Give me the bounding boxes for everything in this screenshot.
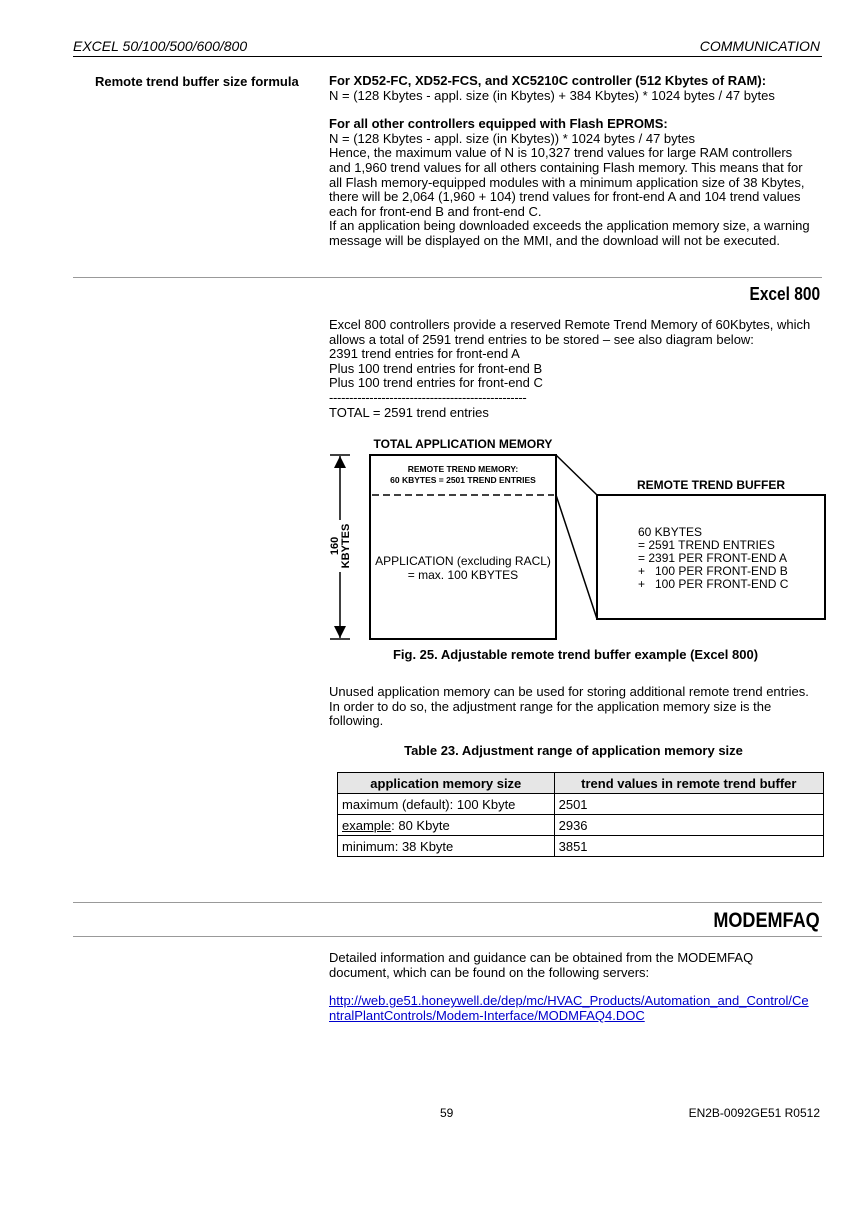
flash-heading: For all other controllers equipped with Flash EPROMS: [329, 116, 668, 132]
table-caption: Table 23. Adjustment range of application memory size [404, 743, 743, 758]
modemfaq-line: Detailed information and guidance can be obtained from the MODEMFAQ [329, 950, 754, 965]
unused-line: following. [329, 713, 384, 729]
dimension-label-160: 160 [329, 536, 341, 556]
flash-line: message will be displayed on the MMI, and the download will not be executed. [329, 232, 780, 248]
table-cell: 3851 [554, 836, 823, 857]
excel800-line: Plus 100 trend entries for front-end B [329, 360, 543, 376]
table-cell: minimum: 38 Kbyte [338, 836, 555, 857]
buffer-line: + 100 PER FRONT-END C [638, 577, 789, 591]
memory-diagram [0, 430, 868, 650]
unused-paragraph [329, 685, 824, 729]
modemfaq-link[interactable]: http://web.ge51.honeywell.de/dep/mc/HVAC_Products/Automation_and_Control/Ce [329, 993, 809, 1009]
ram-formula: N = (128 Kbytes - appl. size (in Kbytes) + 384 Kbytes) * 1024 bytes / 47 bytes [329, 87, 775, 103]
remote-memory-label-1: REMOTE TREND MEMORY: [407, 464, 519, 474]
buffer-line: 60 KBYTES [638, 525, 703, 539]
total-memory-label: TOTAL APPLICATION MEMORY [373, 437, 553, 451]
unused-line: Unused application memory can be used for storing additional remote trend entries. [329, 684, 809, 699]
formula-side-label: Remote trend buffer size formula [95, 74, 299, 89]
table-row [338, 794, 824, 815]
formula-text [329, 74, 824, 249]
flash-line: all Flash memory-equipped modules with a minimum application size of 38 Kbytes, [329, 174, 805, 190]
application-label-1: APPLICATION (excluding RACL) [375, 554, 551, 568]
buffer-line: + 100 PER FRONT-END B [638, 564, 788, 578]
excel800-line: Excel 800 controllers provide a reserved Remote Trend Memory of 60Kbytes, which [329, 317, 811, 332]
flash-line: and 1,960 trend values for all others containing Flash memory. This means that for [329, 159, 803, 175]
flash-line: there will be 2,064 (1,960 + 104) trend values for front-end A and 104 trend values [329, 189, 801, 205]
excel800-line: Plus 100 trend entries for front-end C [329, 375, 543, 391]
modemfaq-line: document, which can be found on the following servers: [329, 964, 650, 980]
table-header-row [338, 773, 824, 794]
dimension-arrow-down [334, 626, 346, 638]
remote-memory-label-2: 60 KBYTES = 2501 TREND ENTRIES [390, 475, 536, 485]
table-header: trend values in remote trend buffer [554, 773, 823, 794]
excel800-line: allows a total of 2591 trend entries to be stored – see also diagram below: [329, 331, 754, 347]
excel800-line: ------------------------------------------------- [329, 389, 527, 405]
table-cell: 2936 [554, 815, 823, 836]
ram-heading: For XD52-FC, XD52-FCS, and XC5210C controller (512 Kbytes of RAM): [329, 73, 767, 88]
flash-line: N = (128 Kbytes - appl. size (in Kbytes)) * 1024 bytes / 47 bytes [329, 130, 695, 146]
document-id: EN2B-0092GE51 R0512 [688, 1106, 820, 1120]
modemfaq-title: MODEMFAQ [713, 909, 820, 932]
section-separator [73, 277, 822, 278]
flash-line: If an application being downloaded exceeds the application memory size, a warning [329, 218, 810, 234]
flash-line: each for front-end B and front-end C. [329, 203, 542, 219]
table-cell: 2501 [554, 794, 823, 815]
dimension-label-kbytes: KBYTES [340, 523, 352, 569]
buffer-line: = 2591 TREND ENTRIES [638, 538, 775, 552]
running-header-right: COMMUNICATION [699, 38, 820, 54]
adjustment-table [337, 772, 824, 857]
flash-line: Hence, the maximum value of N is 10,327 trend values for large RAM controllers [329, 145, 793, 161]
table-row [338, 815, 824, 836]
modemfaq-link[interactable]: ntralPlantControls/Modem-Interface/MODMFAQ4.DOC [329, 1007, 645, 1023]
excel800-text [329, 318, 824, 420]
section-separator [73, 902, 822, 903]
modemfaq-text [329, 951, 824, 1023]
connector-top [556, 455, 597, 495]
table-cell: example: 80 Kbyte [338, 815, 555, 836]
connector-bottom [556, 495, 597, 619]
excel800-title: Excel 800 [749, 284, 820, 304]
figure-caption: Fig. 25. Adjustable remote trend buffer example (Excel 800) [392, 647, 759, 662]
table-header: application memory size [338, 773, 555, 794]
running-header-left: EXCEL 50/100/500/600/800 [73, 38, 248, 54]
dimension-arrow-up [334, 456, 346, 468]
application-label-2: = max. 100 KBYTES [407, 568, 519, 582]
table-row [338, 836, 824, 857]
unused-line: In order to do so, the adjustment range for the application memory size is the [329, 698, 772, 714]
excel800-line: 2391 trend entries for front-end A [329, 346, 520, 362]
buffer-label: REMOTE TREND BUFFER [637, 478, 785, 492]
table-cell: maximum (default): 100 Kbyte [338, 794, 555, 815]
section-separator [73, 936, 822, 937]
header-rule [73, 56, 822, 57]
excel800-line: TOTAL = 2591 trend entries [329, 404, 489, 420]
underlined-word: example [342, 817, 392, 833]
page-number: 59 [440, 1106, 454, 1120]
buffer-line: = 2391 PER FRONT-END A [638, 551, 788, 565]
